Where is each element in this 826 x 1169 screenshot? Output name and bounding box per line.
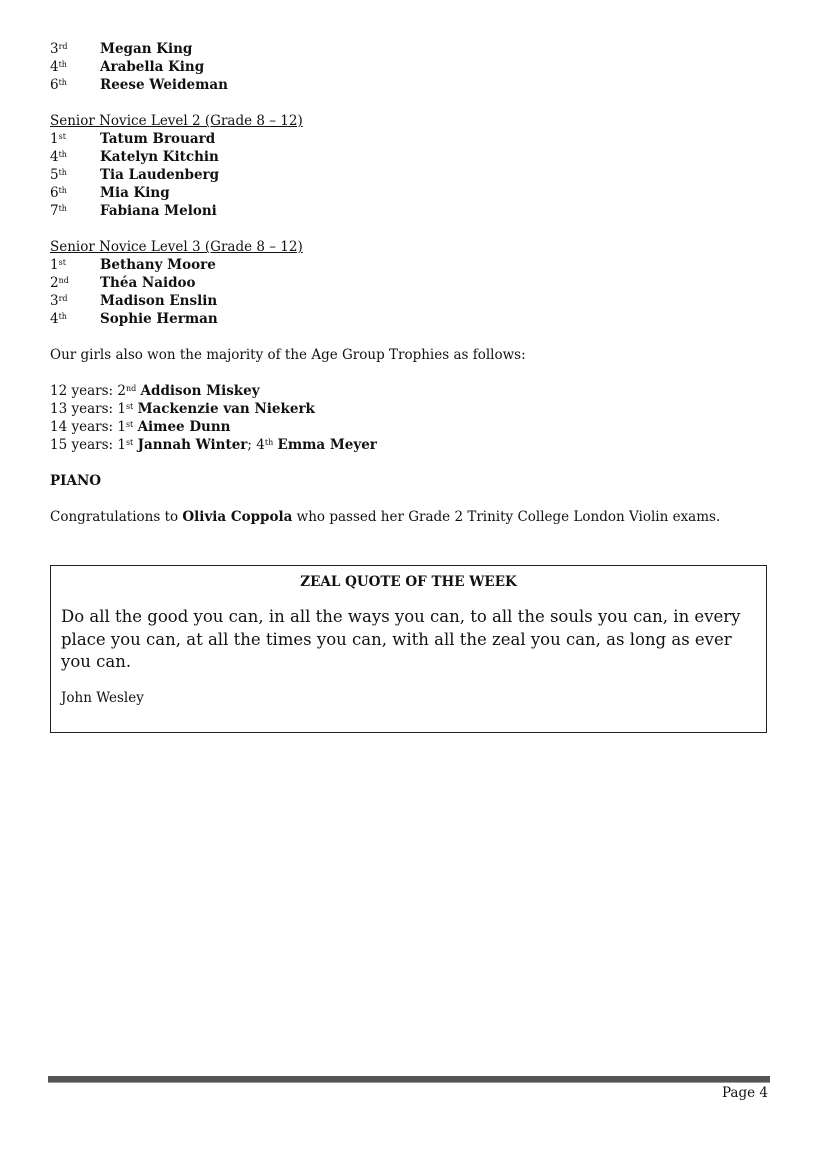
placing-row: 2nd Théa Naidoo [50,275,196,291]
section-heading: Senior Novice Level 2 (Grade 8 – 12) [50,113,303,129]
quote-title: ZEAL QUOTE OF THE WEEK [300,574,517,590]
section-heading: Senior Novice Level 3 (Grade 8 – 12) [50,239,303,255]
placing-row: 1st Bethany Moore [50,257,216,273]
quote-text: Do all the good you can, in all the ways you can, to all the souls you can, in every place you can, at all the times you can, with all the zeal you can, as long as ever you can. [61,607,741,671]
senior-novice-level-3 [50,238,770,328]
trophies-intro: Our girls also won the majority of the Age Group Trophies as follows: [50,347,526,363]
piano-congratulations: Congratulations to Olivia Coppola who passed her Grade 2 Trinity College London Violin exams. [50,509,721,525]
placing-row: 6th Reese Weideman [50,77,228,93]
age-group-trophies [50,382,770,454]
trophy-row: 15 years: 1st Jannah Winter; 4th Emma Meyer [50,437,377,453]
placing-row: 4th Sophie Herman [50,311,218,327]
footer-divider [48,1076,770,1083]
placing-row: 4th Katelyn Kitchin [50,149,219,165]
results-section [50,40,770,526]
placing-row: 3rd Madison Enslin [50,293,218,309]
quote-author: John Wesley [61,689,144,706]
placing-row: 4th Arabella King [50,59,205,75]
placing-row: 5th Tia Laudenberg [50,167,220,183]
trophy-row: 12 years: 2nd Addison Miskey [50,383,260,399]
placing-row: 6th Mia King [50,185,170,201]
trophy-row: 13 years: 1st Mackenzie van Niekerk [50,401,315,417]
page-number: Page 4 [721,1085,768,1101]
placing-list-top [50,40,770,94]
placing-row: 7th Fabiana Meloni [50,203,217,219]
senior-novice-level-2 [50,112,770,220]
piano-heading: PIANO [50,473,102,489]
placing-row: 1st Tatum Brouard [50,131,216,147]
zeal-quote-box [50,565,767,733]
placing-row: 3rd Megan King [50,41,193,57]
trophy-row: 14 years: 1st Aimee Dunn [50,419,231,435]
